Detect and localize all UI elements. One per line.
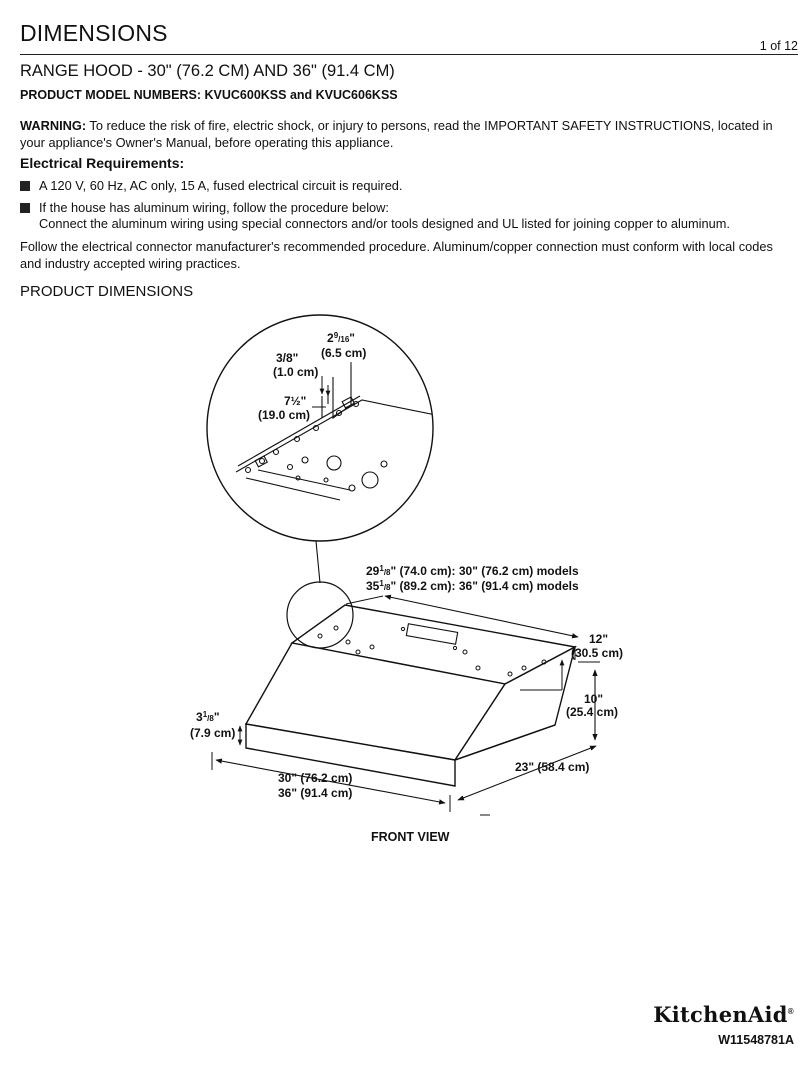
bullet-item (20, 177, 402, 194)
model-numbers: PRODUCT MODEL NUMBERS: KVUC600KSS and KVUC606KSS (20, 88, 398, 102)
subtitle: RANGE HOOD - 30" (76.2 CM) AND 36" (91.4 CM) (20, 62, 395, 80)
kitchenaid-logo (653, 1002, 794, 1027)
warning-text: To reduce the risk of fire, electric shock, or injury to persons, read the IMPORTANT SAFETY INSTRUCTIONS, located in your appliance's Owner's Manual, before operating this appliance. (20, 118, 773, 150)
extension-line (346, 596, 383, 604)
dim-label: 36" (91.4 cm) (278, 786, 353, 800)
document-number: W11548781A (718, 1033, 794, 1047)
product-dimensions-heading: PRODUCT DIMENSIONS (20, 283, 194, 300)
document-title: DIMENSIONS (20, 20, 168, 46)
electrical-heading: Electrical Requirements: (20, 155, 185, 171)
dim-label: 23" (58.4 cm) (515, 760, 590, 774)
dim-label: (7.9 cm) (190, 726, 236, 740)
dim-label: 12" (589, 632, 609, 646)
dim-label: $2^9_/16$" (327, 331, 355, 345)
bullet-square-icon (20, 203, 30, 213)
warning-label: WARNING: (20, 118, 87, 133)
dim-label: 7½" (284, 394, 307, 408)
brand-wordmark: KitchenAid (653, 1002, 788, 1027)
bullet-item (20, 199, 389, 216)
bullet-text: If the house has aluminum wiring, follow the procedure below: (39, 200, 389, 215)
figure-caption: FRONT VIEW (371, 830, 450, 844)
dim-label: (25.4 cm) (566, 705, 619, 719)
dim-label: 30" (76.2 cm) (278, 771, 353, 785)
follow-paragraph: Follow the electrical connector manufacturer's recommended procedure. Aluminum/copper connection must conform with local codes and industry accepted wiring practices. (20, 239, 773, 271)
bullet-subtext: Connect the aluminum wiring using special connectors and/or tools designed and UL listed for joining copper to aluminum. (39, 216, 730, 231)
dim-label: 10" (584, 692, 604, 706)
bullet-text: A 120 V, 60 Hz, AC only, 15 A, fused electrical circuit is required. (39, 178, 403, 193)
dim-label: $35^1_/8$" (89.2 cm): 36" (91.4 cm) models (366, 579, 579, 593)
dim-label: (1.0 cm) (273, 365, 319, 379)
page-number: 1 of 12 (759, 39, 798, 53)
dim-label: (19.0 cm) (258, 408, 311, 422)
callout-leader (316, 541, 320, 583)
dim-label: $29^1_/8$" (74.0 cm): 30" (76.2 cm) models (366, 564, 579, 578)
dim-label: $3^1_/8$" (196, 710, 220, 724)
bullet-square-icon (20, 181, 30, 191)
range-hood-diagram (0, 300, 808, 845)
dim-label: 3/8" (276, 351, 299, 365)
warning-paragraph (20, 117, 790, 151)
range-hood-body (246, 605, 575, 786)
title-rule (20, 54, 798, 55)
registered-mark: ® (787, 1007, 794, 1016)
dim-label: (6.5 cm) (321, 346, 367, 360)
dim-label: (30.5 cm) (571, 646, 624, 660)
